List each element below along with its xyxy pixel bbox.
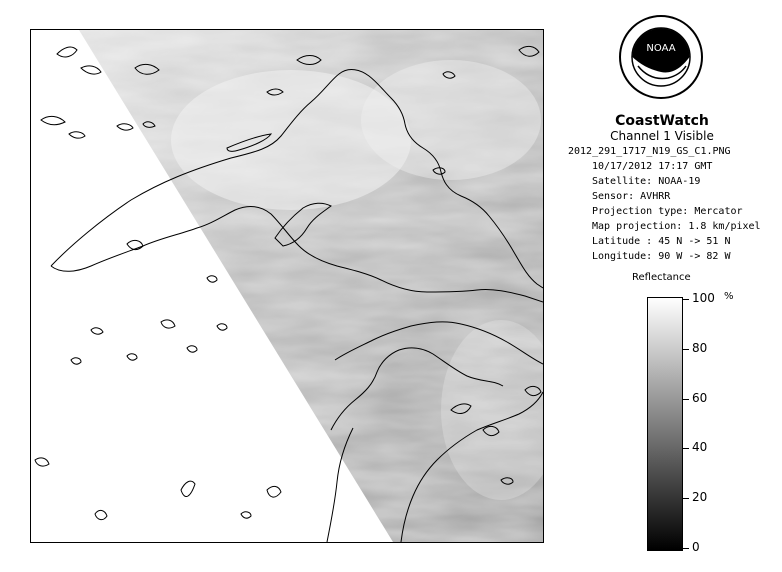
colorbar-tick-mark: [683, 448, 689, 449]
colorbar-tick-mark: [683, 399, 689, 400]
colorbar-unit: %: [724, 291, 734, 302]
filename: 2012_291_1717_N19_GS_C1.PNG: [568, 146, 731, 157]
projection-type: Projection type: Mercator: [592, 206, 743, 217]
svg-text:NOAA: NOAA: [646, 43, 676, 54]
channel-label: Channel 1 Visible: [610, 129, 714, 143]
satellite-map[interactable]: [30, 29, 544, 543]
satellite: Satellite: NOAA-19: [592, 176, 701, 187]
app-title: CoastWatch: [615, 113, 709, 129]
colorbar-tick-label: 100: [692, 291, 715, 305]
colorbar-tick-mark: [683, 548, 689, 549]
colorbar-tick-label: 60: [692, 390, 708, 405]
colorbar-tick-label: 80: [692, 340, 708, 355]
colorbar-tick-label: 0: [692, 540, 700, 554]
colorbar-tick-label: 40: [692, 440, 708, 455]
map-image: [31, 30, 543, 542]
colorbar-tick-mark: [683, 498, 689, 499]
latitude: Latitude : 45 N -> 51 N: [592, 236, 731, 247]
sensor: Sensor: AVHRR: [592, 191, 671, 202]
colorbar-tick-label: 20: [692, 490, 708, 505]
product-info: [568, 114, 768, 264]
noaa-logo: [618, 14, 704, 100]
longitude: Longitude: 90 W -> 82 W: [592, 251, 731, 262]
map-projection: Map projection: 1.8 km/pixel: [592, 221, 761, 232]
colorbar-tick-mark: [683, 299, 689, 300]
colorbar-tick-mark: [683, 349, 689, 350]
colorbar: [647, 297, 683, 551]
datetime: 10/17/2012 17:17 GMT: [592, 161, 713, 172]
colorbar-title: Reflectance: [632, 272, 691, 283]
